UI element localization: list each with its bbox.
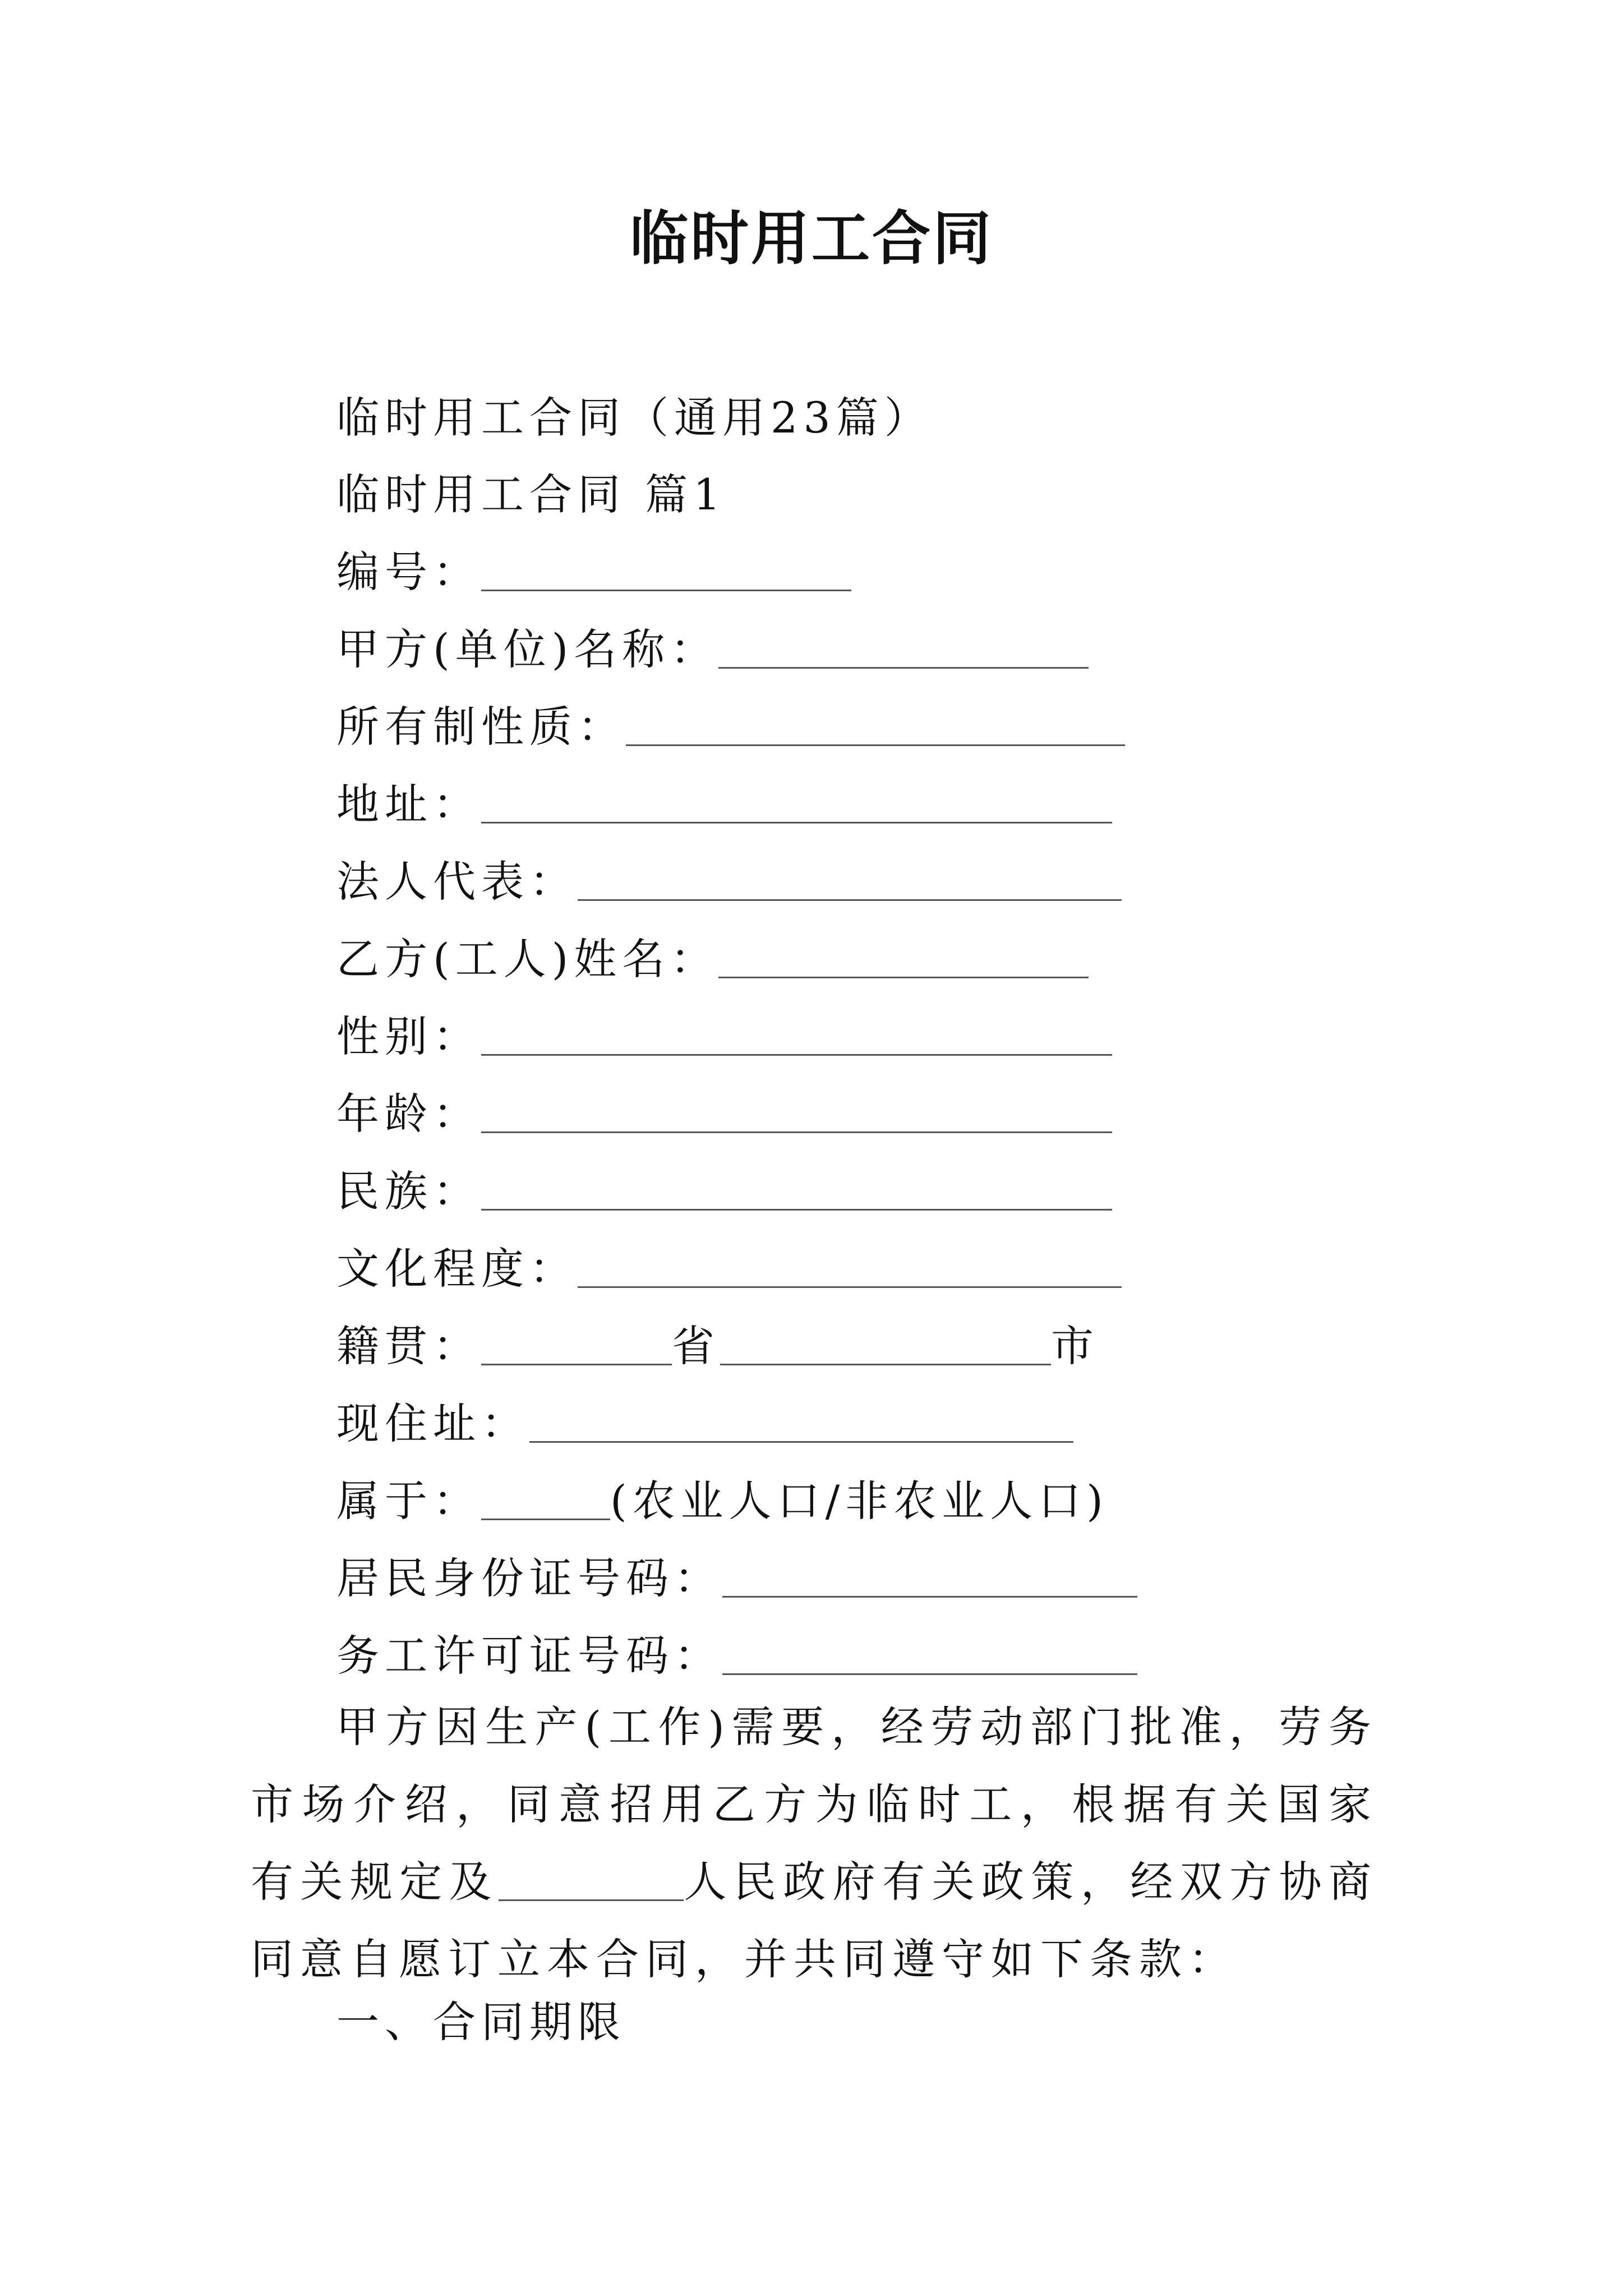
field-legal-rep bbox=[336, 854, 1122, 910]
field-current-address bbox=[336, 1396, 1073, 1452]
field-province-blank[interactable] bbox=[481, 1352, 672, 1365]
field-city-blank[interactable] bbox=[720, 1352, 1051, 1365]
field-number-label: 编号： bbox=[336, 547, 481, 597]
field-number bbox=[336, 544, 851, 600]
field-ethnicity-label: 民族： bbox=[336, 1166, 481, 1216]
field-education-blank[interactable] bbox=[578, 1275, 1122, 1288]
field-belongs-blank[interactable] bbox=[481, 1507, 610, 1520]
field-gender bbox=[336, 1009, 1112, 1065]
field-ethnicity-blank[interactable] bbox=[481, 1198, 1112, 1211]
field-age bbox=[336, 1086, 1112, 1142]
field-party-a bbox=[336, 622, 1089, 678]
field-address-label: 地址： bbox=[336, 779, 481, 829]
field-age-label: 年龄： bbox=[336, 1089, 481, 1139]
field-belongs-label: 属于： bbox=[336, 1476, 481, 1526]
section-title: 临时用工合同 篇1 bbox=[336, 470, 726, 519]
clause1-heading: 一、合同期限 bbox=[336, 1997, 626, 2047]
field-id-number-label: 居民身份证号码： bbox=[336, 1553, 722, 1603]
field-current-address-label: 现住址： bbox=[336, 1398, 529, 1448]
household-type-label: (农业人口/非农业人口) bbox=[610, 1476, 1109, 1526]
field-party-b bbox=[336, 931, 1089, 987]
field-work-permit bbox=[336, 1628, 1137, 1684]
intro-text-part2: 人民政府有关政策，经双方协商同意自愿订立本合同，并共同遵守如下条款： bbox=[251, 1857, 1378, 1984]
field-legal-rep-label: 法人代表： bbox=[336, 857, 578, 907]
field-native-place-label: 籍贯： bbox=[336, 1321, 481, 1371]
field-legal-rep-blank[interactable] bbox=[578, 888, 1122, 901]
field-party-a-blank[interactable] bbox=[718, 656, 1089, 669]
field-ownership-label: 所有制性质： bbox=[336, 702, 626, 752]
field-work-permit-blank[interactable] bbox=[722, 1662, 1137, 1675]
field-age-blank[interactable] bbox=[481, 1120, 1112, 1133]
field-id-number bbox=[336, 1550, 1137, 1607]
field-party-b-label: 乙方(工人)姓名： bbox=[336, 934, 719, 984]
field-work-permit-label: 务工许可证号码： bbox=[336, 1631, 722, 1681]
province-label: 省 bbox=[672, 1321, 720, 1371]
field-education-label: 文化程度： bbox=[336, 1244, 578, 1294]
intro-text-part1: 甲方因生产(工作)需要，经劳动部门批准，劳务市场介绍，同意招用乙方为临时工，根据有关国家有关规定及 bbox=[251, 1702, 1378, 1907]
field-address bbox=[336, 776, 1112, 832]
intro-paragraph bbox=[251, 1688, 1378, 1998]
city-label: 市 bbox=[1051, 1321, 1099, 1371]
document-title: 临时用工合同 bbox=[629, 204, 993, 273]
field-party-a-label: 甲方(单位)名称： bbox=[336, 624, 719, 674]
field-belongs bbox=[336, 1473, 1109, 1529]
field-id-number-blank[interactable] bbox=[722, 1585, 1137, 1598]
field-gender-label: 性别： bbox=[336, 1011, 481, 1061]
field-current-address-blank[interactable] bbox=[529, 1430, 1073, 1443]
field-native-place bbox=[336, 1318, 1099, 1374]
field-address-blank[interactable] bbox=[481, 811, 1112, 823]
field-gender-blank[interactable] bbox=[481, 1043, 1112, 1056]
field-party-b-blank[interactable] bbox=[718, 965, 1089, 978]
field-education bbox=[336, 1241, 1122, 1297]
document-subtitle: 临时用工合同（通用23篇） bbox=[336, 393, 933, 443]
government-blank[interactable] bbox=[499, 1888, 684, 1901]
field-number-blank[interactable] bbox=[481, 578, 851, 591]
field-ownership-blank[interactable] bbox=[626, 733, 1125, 746]
field-ownership bbox=[336, 699, 1125, 755]
field-ethnicity bbox=[336, 1163, 1112, 1220]
